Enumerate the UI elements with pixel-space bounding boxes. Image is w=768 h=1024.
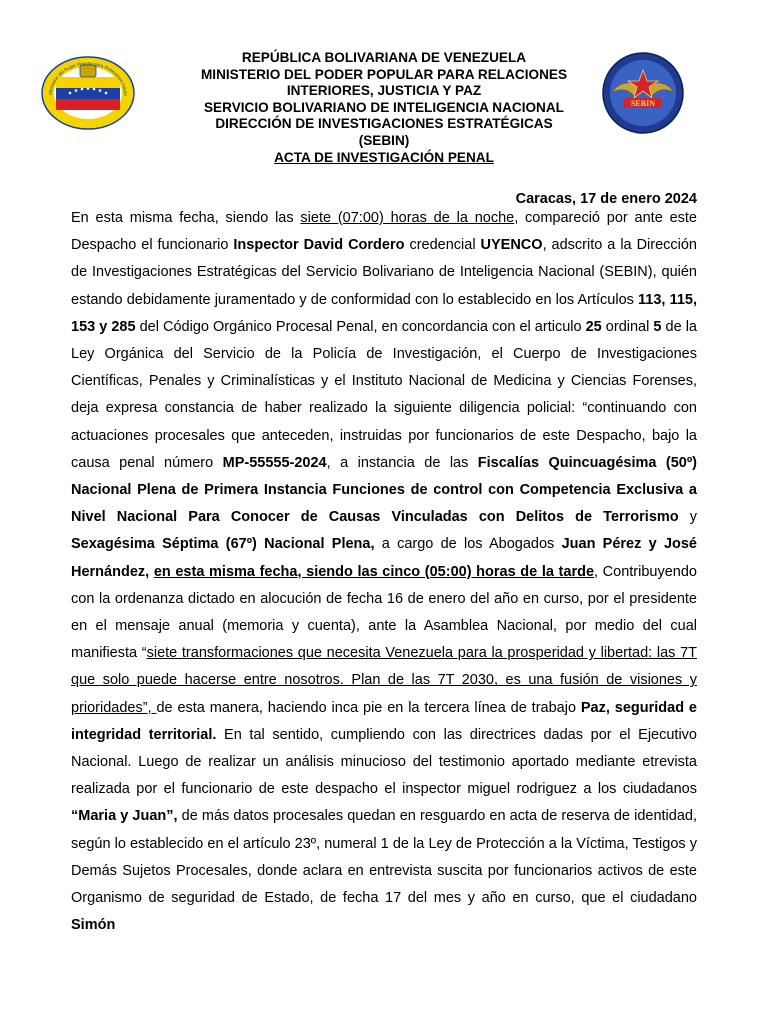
header-line-direction: DIRECCIÓN DE INVESTIGACIONES ESTRATÉGICAS xyxy=(215,116,553,132)
document-date: Caracas, 17 de enero 2024 xyxy=(515,191,697,207)
sebin-seal-text: SEBIN xyxy=(630,99,656,108)
body-text-segment: a cargo de los Abogados xyxy=(374,536,562,553)
body-text-segment: del Código Orgánico Procesal Penal, en concordancia con el articulo xyxy=(135,318,586,335)
header-line-service: SERVICIO BOLIVARIANO DE INTELIGENCIA NACIONAL xyxy=(203,99,564,115)
body-text-segment: , Contribuyendo con la ordenanza dictado en alocución de fecha 16 de enero del año en curso, por el presidente en el mensaje anual (memoria y cuenta), ante la Asamblea Nacional, por medio del cual manifiesta “ xyxy=(71,563,697,662)
body-text-segment: de más datos procesales quedan en resguardo en acta de reserva de identidad, según lo establecido en el artículo 23º, numeral 1 de la Ley de Protección a la Víctima, Testigos y Demás Sujetos Procesales, donde aclara en entrevista suscita por funcionarios activos de este Organismo de seguridad de Estado, de fecha 17 del mes y año en curso, que el ciudadano xyxy=(71,808,697,907)
body-text-segment: credencial xyxy=(404,237,481,254)
body-text-segment: Sexagésima Séptima (67º) Nacional Plena, xyxy=(71,536,375,553)
body-text-segment: 25 xyxy=(585,318,602,335)
body-text-segment: siete (07:00) horas de la noche xyxy=(300,210,515,226)
body-text-segment: Fiscalías Quincuagésima (50º) Nacional Plena de Primera Instancia Funciones de control con Competencia Exclusiva a Nivel Nacional Para Conocer de Causas Vinculadas con Delitos de Terrorismo xyxy=(71,454,697,526)
body-text-segment: Juan Pérez y José Hernández, xyxy=(71,536,697,580)
acta-title: ACTA DE INVESTIGACIÓN PENAL xyxy=(274,149,494,165)
body-text-segment: 5 xyxy=(653,318,662,335)
body-text-segment: , adscrito a la Dirección de Investigaciones Estratégicas del Servicio Bolivariano de Inteligencia Nacional (SEBIN), quién estando debidamente juramentado y de conformidad con lo establecido en los Artículos xyxy=(71,237,698,308)
body-text-segment: 113, 115, 153 y 285 xyxy=(71,291,697,335)
body-text-segment: MP-55555-2024 xyxy=(222,454,327,471)
body-text-segment: En tal sentido, cumpliendo con las directrices dadas por el Ejecutivo Nacional. Luego de realizar un análisis minucioso del testimonio aportado mediante etrevista realizada por el funcionario de este despacho el inspector miguel rodriguez a los ciudadanos xyxy=(71,726,697,798)
body-text-segment: de la Ley Orgánica del Servicio de la Policía de Investigación, el Cuerpo de Investigaciones Científicas, Penales y Criminalísticas y el Instituto Nacional de Medicina y Ciencias Forenses, deja expresa constancia de haber realizado la siguiente diligencia policial: “continuando con actuaciones procesales que anteceden, instruidas por funcionarios de este Despacho, bajo la causa penal número xyxy=(71,318,697,471)
body-text-segment: UYENCO xyxy=(480,237,543,254)
body-text-segment: de esta manera, haciendo inca pie en la tercera línea de trabajo xyxy=(156,699,581,716)
body-text-segment: Inspector David Cordero xyxy=(233,237,405,254)
header-line-acronym: (SEBIN) xyxy=(358,132,410,148)
body-text-segment: , a instancia de las xyxy=(326,454,478,471)
ministry-seal-text: Ministerio del Poder Popular para Relaciones Interio xyxy=(47,60,129,96)
body-text-segment: siete transformaciones que necesita Venezuela para la prosperidad y libertad: las 7T que solo puede hacerse entre nosotros. Plan de las 7T 2030, es una fusión de visiones y prioridades”, xyxy=(71,645,697,716)
document-body xyxy=(71,205,697,939)
header-line-ministry: MINISTERIO DEL PODER POPULAR PARA RELACIONES xyxy=(200,66,568,82)
body-text-segment: “Maria y Juan”, xyxy=(71,808,178,825)
body-text-segment: Simón xyxy=(71,917,116,934)
header-line-ministry-cont: INTERIORES, JUSTICIA Y PAZ xyxy=(286,83,482,99)
body-text-segment: , compareció por ante este Despacho el funcionario xyxy=(71,210,697,254)
body-text-segment: en esta misma fecha, siendo las cinco (05:00) horas de la tarde xyxy=(153,563,595,580)
body-text-segment: Paz, seguridad e integridad territorial. xyxy=(71,699,698,743)
body-text-segment: y xyxy=(678,509,698,526)
body-text-segment: En esta misma fecha, siendo las xyxy=(71,210,301,226)
document-header xyxy=(0,50,768,166)
body-text-segment: ordinal xyxy=(601,318,654,335)
header-line-republic: REPÚBLICA BOLIVARIANA DE VENEZUELA xyxy=(241,50,527,65)
